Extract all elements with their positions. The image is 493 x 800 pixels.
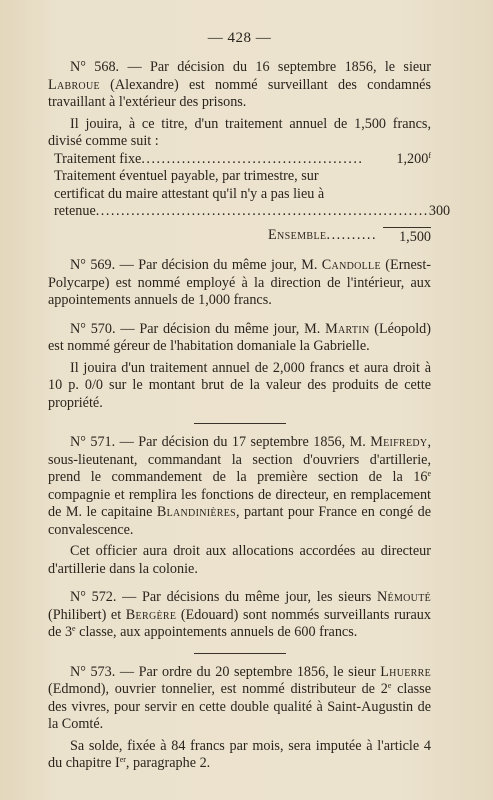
person-name: Némouté — [377, 589, 432, 605]
decision-573-salary-text: Sa solde, fixée à 84 francs par mois, sera imputée à l'article 4 du chapitre Ier, paragraphe 2. — [48, 737, 431, 771]
page-number: — 428 — — [207, 30, 272, 46]
section-divider — [194, 423, 286, 424]
total-label: Ensemble — [267, 226, 327, 243]
person-name: Labroue — [48, 76, 100, 93]
leader-dots: .......... — [326, 226, 377, 243]
decision-571-number: N° 571. — [70, 434, 116, 450]
decision-572 — [48, 589, 431, 642]
leader-dots: ............................................ — [141, 150, 364, 167]
decision-571-allowance-text: Cet officier aura droit aux allocations accordées au directeur d'artillerie dans la colonie. — [48, 543, 431, 577]
person-name-2: Blandinières — [156, 504, 237, 520]
decision-572-number: N° 572. — [70, 589, 117, 605]
decision-569 — [48, 257, 431, 310]
decision-571 — [48, 434, 431, 578]
decision-572-text: N° 572. — Par décisions du même jour, les sieurs Némouté (Philibert) et Bergère (Edouard) sont nommés surveillants ruraux de 3e classe, aux appointements annuels de 600 francs. — [48, 589, 432, 640]
decision-569-text: N° 569. — Par décision du même jour, M. Candolle (Ernest-Polycarpe) est nommé employé à la direction de l'intérieur, aux appointements annuels de 1,000 francs. — [48, 257, 431, 308]
salary-fixed-amount: 1,200 — [396, 150, 429, 167]
person-name: Meifredy — [370, 434, 428, 450]
decision-568-salary-text: Il jouira, à ce titre, d'un traitement annuel de 1,500 francs, divisé comme suit : — [48, 115, 431, 149]
leader-dots: .................................................................. — [95, 203, 429, 219]
decision-571-text: N° 571. — Par décision du 17 septembre 1856, M. Meifredy, sous-lieutenant, commandant la section d'ouvriers d'artillerie, prend le commandement de la première section de la 16e compagnie et remplira les fonctions de directeur, en remplacement de M. le capitaine Blandinières, partant pour France en congé de convalescence. — [48, 434, 432, 538]
decision-569-number: N° 569. — [70, 257, 116, 273]
decision-570-text: N° 570. — Par décision du même jour, M. Martin (Léopold) est nommé géreur de l'habitation domaniale la Gabrielle. — [48, 320, 432, 354]
decision-570-number: N° 570. — [70, 320, 116, 337]
salary-variable-text: Traitement éventuel payable, par trimestre, sur certificat du maire attestant qu'il n'y a pas lieu à — [54, 168, 325, 202]
decision-570 — [48, 321, 431, 413]
total-amount: 1,500 — [383, 227, 431, 247]
section-divider — [194, 653, 286, 654]
salary-line-variable: retenue .................................................................. 300 — [54, 203, 451, 219]
person-name: Martin — [325, 320, 370, 337]
salary-variable-amount: 300 — [428, 203, 451, 219]
decision-573 — [48, 664, 431, 773]
salary-line-fixed: Traitement fixe ............................................ 1,200$^f$ — [54, 150, 431, 167]
person-name-2: Bergère — [125, 606, 177, 623]
decision-570-salary-text: Il jouira d'un traitement annuel de 2,000 francs et aura droit à 10 p. 0/0 sur le montant brut de la valeur des produits de cette propriété. — [48, 359, 431, 411]
decision-573-text: N° 573. — Par ordre du 20 septembre 1856, le sieur Lhuerre (Edmond), ouvrier tonnelier, est nommé distributeur de 2e classe des vivres, pour servir en cette double qualité à Saint-Augustin de la Comté. — [48, 663, 431, 732]
decision-568-text: N° 568. — Par décision du 16 septembre 1856, le sieur Labroue (Alexandre) est nommé surveillant des condamnés travaillant à l'extérieur des prisons. — [48, 59, 431, 110]
decision-568 — [48, 59, 451, 246]
decision-568-number: N° 568. — [70, 59, 120, 75]
person-name: Lhuerre — [380, 663, 431, 680]
decision-573-number: N° 573. — [70, 663, 116, 680]
salary-total — [48, 227, 431, 247]
person-name: Candolle — [321, 257, 381, 273]
